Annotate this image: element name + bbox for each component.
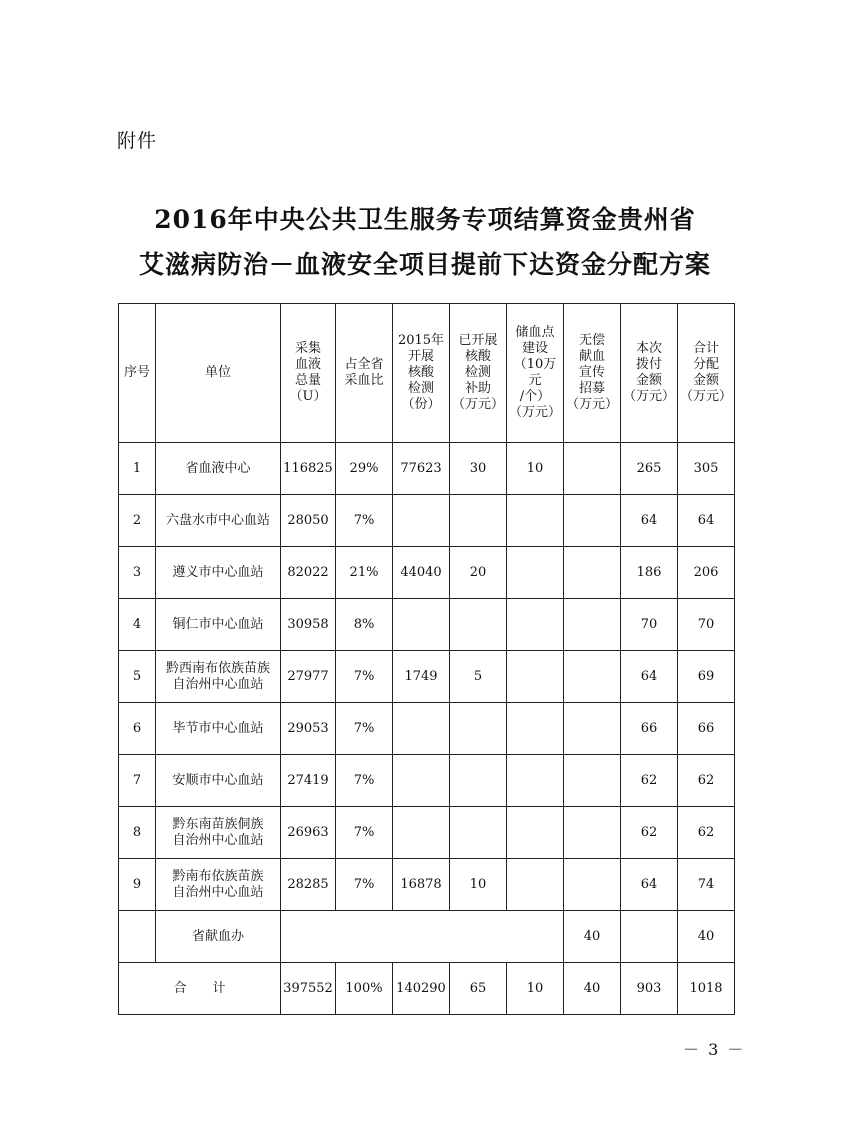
total-current-payment: 903: [621, 963, 678, 1015]
row-donation-promotion: [564, 599, 621, 651]
row-total-allocation: 69: [678, 651, 735, 703]
row-unit: 毕节市中心血站: [156, 703, 281, 755]
row-index: 1: [119, 443, 156, 495]
header-index: 序号: [119, 304, 156, 443]
row-blood-total: 26963: [281, 807, 336, 859]
row-unit: 铜仁市中心血站: [156, 599, 281, 651]
row-blood-total: 30958: [281, 599, 336, 651]
row-donation-promotion: [564, 703, 621, 755]
table-row: [119, 599, 735, 651]
allocation-table: [118, 303, 735, 1015]
total-blood-total: 397552: [281, 963, 336, 1015]
row-total-allocation: 206: [678, 547, 735, 599]
row-total-allocation: 62: [678, 755, 735, 807]
row-ratio: 29%: [336, 443, 393, 495]
row-nat-subsidy: 30: [450, 443, 507, 495]
row-nat-tests: 1749: [393, 651, 450, 703]
row-unit: 安顺市中心血站: [156, 755, 281, 807]
row-donation-promotion: [564, 495, 621, 547]
row-current-payment: 64: [621, 651, 678, 703]
row-current-payment: 62: [621, 807, 678, 859]
row-nat-subsidy: [450, 599, 507, 651]
row-current-payment: 265: [621, 443, 678, 495]
row-nat-subsidy: [450, 703, 507, 755]
document-title-line-1: 2016年中央公共卫生服务专项结算资金贵州省: [154, 205, 696, 234]
row-nat-subsidy: [450, 755, 507, 807]
row-total-allocation: 305: [678, 443, 735, 495]
row-index: 6: [119, 703, 156, 755]
row-ratio: 7%: [336, 859, 393, 911]
row-total-allocation: 74: [678, 859, 735, 911]
header-current-payment: 本次 拨付 金额 （万元）: [621, 304, 678, 443]
header-total-allocation: 合计 分配 金额 （万元）: [678, 304, 735, 443]
row-storage-construction: [507, 599, 564, 651]
document-title-line-2: 艾滋病防治－血液安全项目提前下达资金分配方案: [138, 250, 711, 279]
office-donation-promotion: 40: [564, 911, 621, 963]
row-nat-tests: 44040: [393, 547, 450, 599]
row-index: 8: [119, 807, 156, 859]
row-nat-subsidy: [450, 495, 507, 547]
table-row: [119, 495, 735, 547]
row-storage-construction: [507, 495, 564, 547]
row-nat-tests: [393, 807, 450, 859]
row-ratio: 21%: [336, 547, 393, 599]
row-nat-subsidy: 20: [450, 547, 507, 599]
row-total-allocation: 70: [678, 599, 735, 651]
table-row: [119, 755, 735, 807]
row-donation-promotion: [564, 547, 621, 599]
row-storage-construction: [507, 807, 564, 859]
header-donation-promotion: 无偿 献血 宣传 招募 （万元）: [564, 304, 621, 443]
row-current-payment: 62: [621, 755, 678, 807]
office-row: [119, 911, 735, 963]
row-blood-total: 28285: [281, 859, 336, 911]
row-nat-subsidy: [450, 807, 507, 859]
table-row: [119, 547, 735, 599]
row-storage-construction: [507, 651, 564, 703]
row-index: 7: [119, 755, 156, 807]
office-merged-blank: [281, 911, 564, 963]
row-total-allocation: 66: [678, 703, 735, 755]
row-index: 3: [119, 547, 156, 599]
attachment-label: 附件: [117, 130, 158, 152]
header-storage-construction: 储血点 建设 （10万 元 /个） （万元）: [507, 304, 564, 443]
total-total-allocation: 1018: [678, 963, 735, 1015]
row-total-allocation: 64: [678, 495, 735, 547]
header-nat-subsidy: 已开展 核酸 检测 补助 （万元）: [450, 304, 507, 443]
row-index: 9: [119, 859, 156, 911]
row-nat-tests: 77623: [393, 443, 450, 495]
row-nat-subsidy: 10: [450, 859, 507, 911]
row-donation-promotion: [564, 651, 621, 703]
total-ratio: 100%: [336, 963, 393, 1015]
row-donation-promotion: [564, 755, 621, 807]
row-storage-construction: [507, 859, 564, 911]
row-storage-construction: [507, 703, 564, 755]
total-donation-promotion: 40: [564, 963, 621, 1015]
row-index: 5: [119, 651, 156, 703]
total-nat-subsidy: 65: [450, 963, 507, 1015]
office-current-payment: [621, 911, 678, 963]
row-storage-construction: [507, 755, 564, 807]
row-donation-promotion: [564, 807, 621, 859]
row-current-payment: 70: [621, 599, 678, 651]
row-storage-construction: 10: [507, 443, 564, 495]
row-storage-construction: [507, 547, 564, 599]
row-ratio: 7%: [336, 495, 393, 547]
total-storage-construction: 10: [507, 963, 564, 1015]
row-unit: 黔东南苗族侗族 自治州中心血站: [156, 807, 281, 859]
row-donation-promotion: [564, 443, 621, 495]
row-unit: 省血液中心: [156, 443, 281, 495]
header-unit: 单位: [156, 304, 281, 443]
total-row: [119, 963, 735, 1015]
row-blood-total: 27977: [281, 651, 336, 703]
row-ratio: 8%: [336, 599, 393, 651]
row-blood-total: 29053: [281, 703, 336, 755]
row-unit: 黔南布依族苗族 自治州中心血站: [156, 859, 281, 911]
row-total-allocation: 62: [678, 807, 735, 859]
header-ratio: 占全省 采血比: [336, 304, 393, 443]
table-row: [119, 443, 735, 495]
row-nat-tests: [393, 599, 450, 651]
row-unit: 六盘水市中心血站: [156, 495, 281, 547]
total-label: 合 计: [119, 963, 281, 1015]
row-index: 4: [119, 599, 156, 651]
header-blood-total: 采集 血液 总量 （U）: [281, 304, 336, 443]
office-unit: 省献血办: [156, 911, 281, 963]
row-nat-subsidy: 5: [450, 651, 507, 703]
row-current-payment: 64: [621, 859, 678, 911]
row-current-payment: 186: [621, 547, 678, 599]
row-unit: 黔西南布依族苗族 自治州中心血站: [156, 651, 281, 703]
office-total-allocation: 40: [678, 911, 735, 963]
office-index: [119, 911, 156, 963]
header-row: [119, 304, 735, 443]
row-blood-total: 116825: [281, 443, 336, 495]
page-number: － 3 －: [683, 1040, 746, 1059]
total-nat-tests: 140290: [393, 963, 450, 1015]
row-index: 2: [119, 495, 156, 547]
row-unit: 遵义市中心血站: [156, 547, 281, 599]
header-nat-tests: 2015年 开展 核酸 检测 （份）: [393, 304, 450, 443]
table-row: [119, 859, 735, 911]
row-nat-tests: 16878: [393, 859, 450, 911]
row-ratio: 7%: [336, 755, 393, 807]
table-row: [119, 703, 735, 755]
row-nat-tests: [393, 495, 450, 547]
row-blood-total: 27419: [281, 755, 336, 807]
row-ratio: 7%: [336, 651, 393, 703]
table-row: [119, 807, 735, 859]
row-current-payment: 64: [621, 495, 678, 547]
row-donation-promotion: [564, 859, 621, 911]
row-nat-tests: [393, 703, 450, 755]
row-ratio: 7%: [336, 703, 393, 755]
row-ratio: 7%: [336, 807, 393, 859]
table-row: [119, 651, 735, 703]
row-blood-total: 28050: [281, 495, 336, 547]
row-blood-total: 82022: [281, 547, 336, 599]
row-current-payment: 66: [621, 703, 678, 755]
row-nat-tests: [393, 755, 450, 807]
